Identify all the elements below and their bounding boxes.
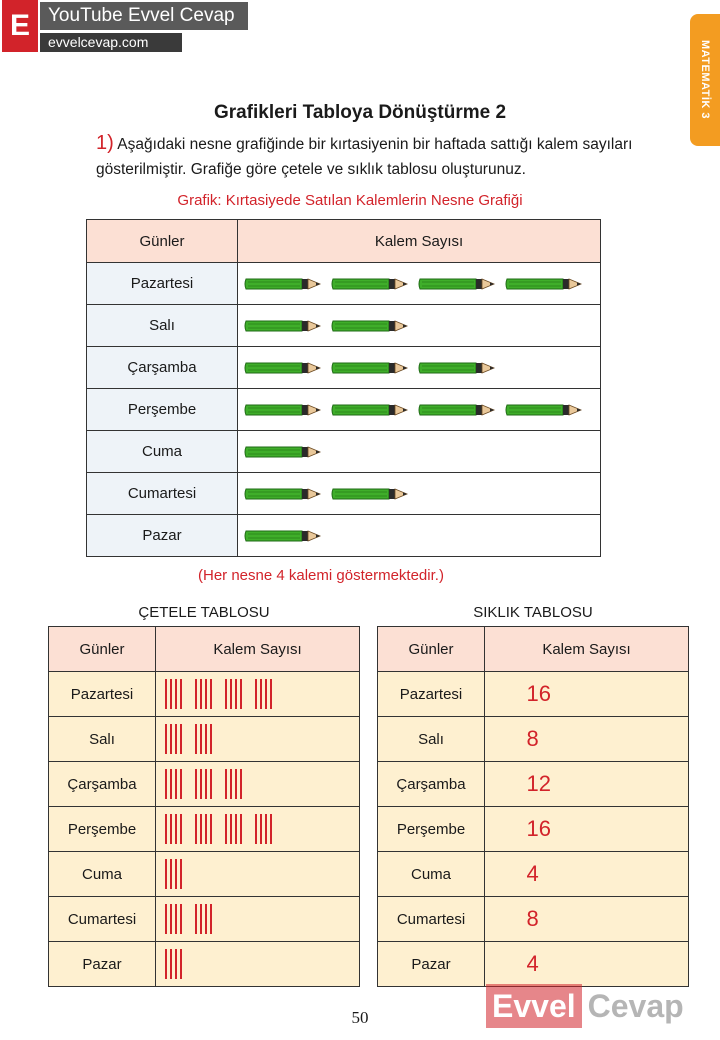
table-header-row [87,220,601,263]
tally-marks-cell [156,717,360,762]
frequency-value-cell [485,942,689,987]
table-header-row [378,627,689,672]
frequency-value-cell [485,672,689,717]
tally-mark-icon [164,858,184,890]
pen-icons-cell [238,347,601,389]
day-cell: Perşembe [87,389,238,431]
pencil-icon [416,273,496,295]
day-cell: Perşembe [49,807,156,852]
tally-mark-icon [164,813,184,845]
pen-icon-group [238,273,600,295]
tally-mark-group [164,723,359,755]
pencil-icon [242,525,322,547]
tally-mark-icon [164,768,184,800]
tally-marks-cell [156,897,360,942]
frequency-table-title: SIKLIK TABLOSU [473,604,593,621]
brand-url[interactable]: evvelcevap.com [40,33,182,52]
day-cell: Salı [49,717,156,762]
day-cell: Cumartesi [87,473,238,515]
day-cell: Çarşamba [378,762,485,807]
pen-icons-cell [238,263,601,305]
table-row [87,263,601,305]
tally-mark-icon [194,768,214,800]
tally-marks-cell [156,942,360,987]
day-cell: Çarşamba [49,762,156,807]
pen-icon-group [238,441,600,463]
day-cell: Cuma [49,852,156,897]
frequency-value: 8 [526,726,539,751]
table-row [87,515,601,557]
day-cell: Cumartesi [378,897,485,942]
day-cell: Salı [87,305,238,347]
question-text-block [96,131,696,182]
table-row [49,807,360,852]
header-days: Günler [378,627,485,672]
pen-icon-group [238,357,600,379]
day-cell: Cumartesi [49,897,156,942]
pencil-icon [503,273,583,295]
day-cell: Pazartesi [378,672,485,717]
pencil-icon [242,357,322,379]
table-row [87,473,601,515]
graph-title: Grafik: Kırtasiyede Satılan Kalemlerin Nesne Grafiği [177,192,523,209]
table-row [49,852,360,897]
frequency-value-cell [485,897,689,942]
pen-icon-group [238,399,600,421]
tally-mark-group [164,768,359,800]
table-header-row [49,627,360,672]
pen-icons-cell [238,473,601,515]
table-row [87,347,601,389]
table-row [87,431,601,473]
day-cell: Pazar [49,942,156,987]
tally-mark-group [164,678,359,710]
pencil-icon [329,357,409,379]
day-cell: Cuma [87,431,238,473]
table-row [49,762,360,807]
table-row [87,305,601,347]
tally-mark-icon [164,948,184,980]
tally-mark-icon [164,723,184,755]
frequency-value-cell [485,852,689,897]
header-days: Günler [49,627,156,672]
pencil-icon [242,483,322,505]
frequency-value: 4 [526,861,539,886]
tally-mark-icon [224,813,244,845]
frequency-table [377,626,689,987]
pencil-icon [242,399,322,421]
table-row [49,897,360,942]
tally-mark-icon [224,678,244,710]
table-row [378,852,689,897]
pen-icon-group [238,315,600,337]
tally-mark-icon [254,813,274,845]
pen-icon-group [238,483,600,505]
tally-marks-cell [156,807,360,852]
watermark-part1: Evvel [486,984,582,1028]
question-number: 1) [96,132,114,154]
table-row [87,389,601,431]
pen-icon-group [238,525,600,547]
frequency-value-cell [485,762,689,807]
pencil-icon [329,315,409,337]
table-row [378,762,689,807]
pen-icons-cell [238,305,601,347]
tally-mark-icon [254,678,274,710]
brand-title[interactable]: YouTube Evvel Cevap [40,2,248,30]
subject-label: MATEMATİK 3 [699,40,711,120]
pen-icons-cell [238,431,601,473]
header-pen-count: Kalem Sayısı [238,220,601,263]
frequency-value-cell [485,717,689,762]
table-row [378,717,689,762]
table-row [49,672,360,717]
day-cell: Pazartesi [87,263,238,305]
day-cell: Çarşamba [87,347,238,389]
pencil-icon [242,315,322,337]
pen-icons-cell [238,389,601,431]
tally-mark-icon [164,903,184,935]
tally-mark-group [164,948,359,980]
pencil-icon [242,273,322,295]
frequency-value-cell [485,807,689,852]
tally-mark-group [164,903,359,935]
pencil-icon [329,273,409,295]
frequency-value: 4 [526,951,539,976]
day-cell: Pazartesi [49,672,156,717]
pencil-icon [329,399,409,421]
frequency-value: 16 [526,816,551,841]
day-cell: Cuma [378,852,485,897]
day-cell: Perşembe [378,807,485,852]
frequency-value: 12 [526,771,551,796]
tally-table-title: ÇETELE TABLOSU [138,604,270,621]
pencil-icon [503,399,583,421]
tally-mark-icon [194,723,214,755]
brand-logo-letter: E [2,0,38,52]
pencil-icon [416,399,496,421]
header-days: Günler [87,220,238,263]
question-text: Aşağıdaki nesne grafiğinde bir kırtasiyenin bir haftada sattığı kalem sayıları gösterilmiştir. Grafiğe göre çetele ve sıklık tablosu oluşturunuz. [96,136,633,178]
header-pen-count: Kalem Sayısı [485,627,689,672]
pencil-icon [416,357,496,379]
tally-marks-cell [156,762,360,807]
table-row [49,942,360,987]
tally-mark-group [164,813,359,845]
tally-mark-icon [224,768,244,800]
day-cell: Pazar [378,942,485,987]
tally-table [48,626,360,987]
table-row [378,942,689,987]
day-cell: Salı [378,717,485,762]
table-row [378,672,689,717]
tally-mark-icon [194,813,214,845]
tally-mark-icon [194,678,214,710]
table-row [49,717,360,762]
header-pen-count: Kalem Sayısı [156,627,360,672]
watermark-part2: Cevap [587,987,684,1024]
pencil-icon [242,441,322,463]
graph-key-note: (Her nesne 4 kalemi göstermektedir.) [198,567,444,584]
frequency-value: 16 [526,681,551,706]
table-row [378,897,689,942]
table-row [378,807,689,852]
page-title: Grafikleri Tabloya Dönüştürme 2 [213,102,507,123]
pen-icons-cell [238,515,601,557]
frequency-value: 8 [526,906,539,931]
tally-mark-icon [194,903,214,935]
tally-marks-cell [156,672,360,717]
brand-header [0,0,248,52]
pencil-icon [329,483,409,505]
object-graph-table [86,219,601,557]
tally-mark-icon [164,678,184,710]
page-number: 50 [351,1008,369,1027]
day-cell: Pazar [87,515,238,557]
tally-mark-group [164,858,359,890]
watermark-logo [486,982,684,1030]
tally-marks-cell [156,852,360,897]
subject-side-tab [690,14,720,146]
